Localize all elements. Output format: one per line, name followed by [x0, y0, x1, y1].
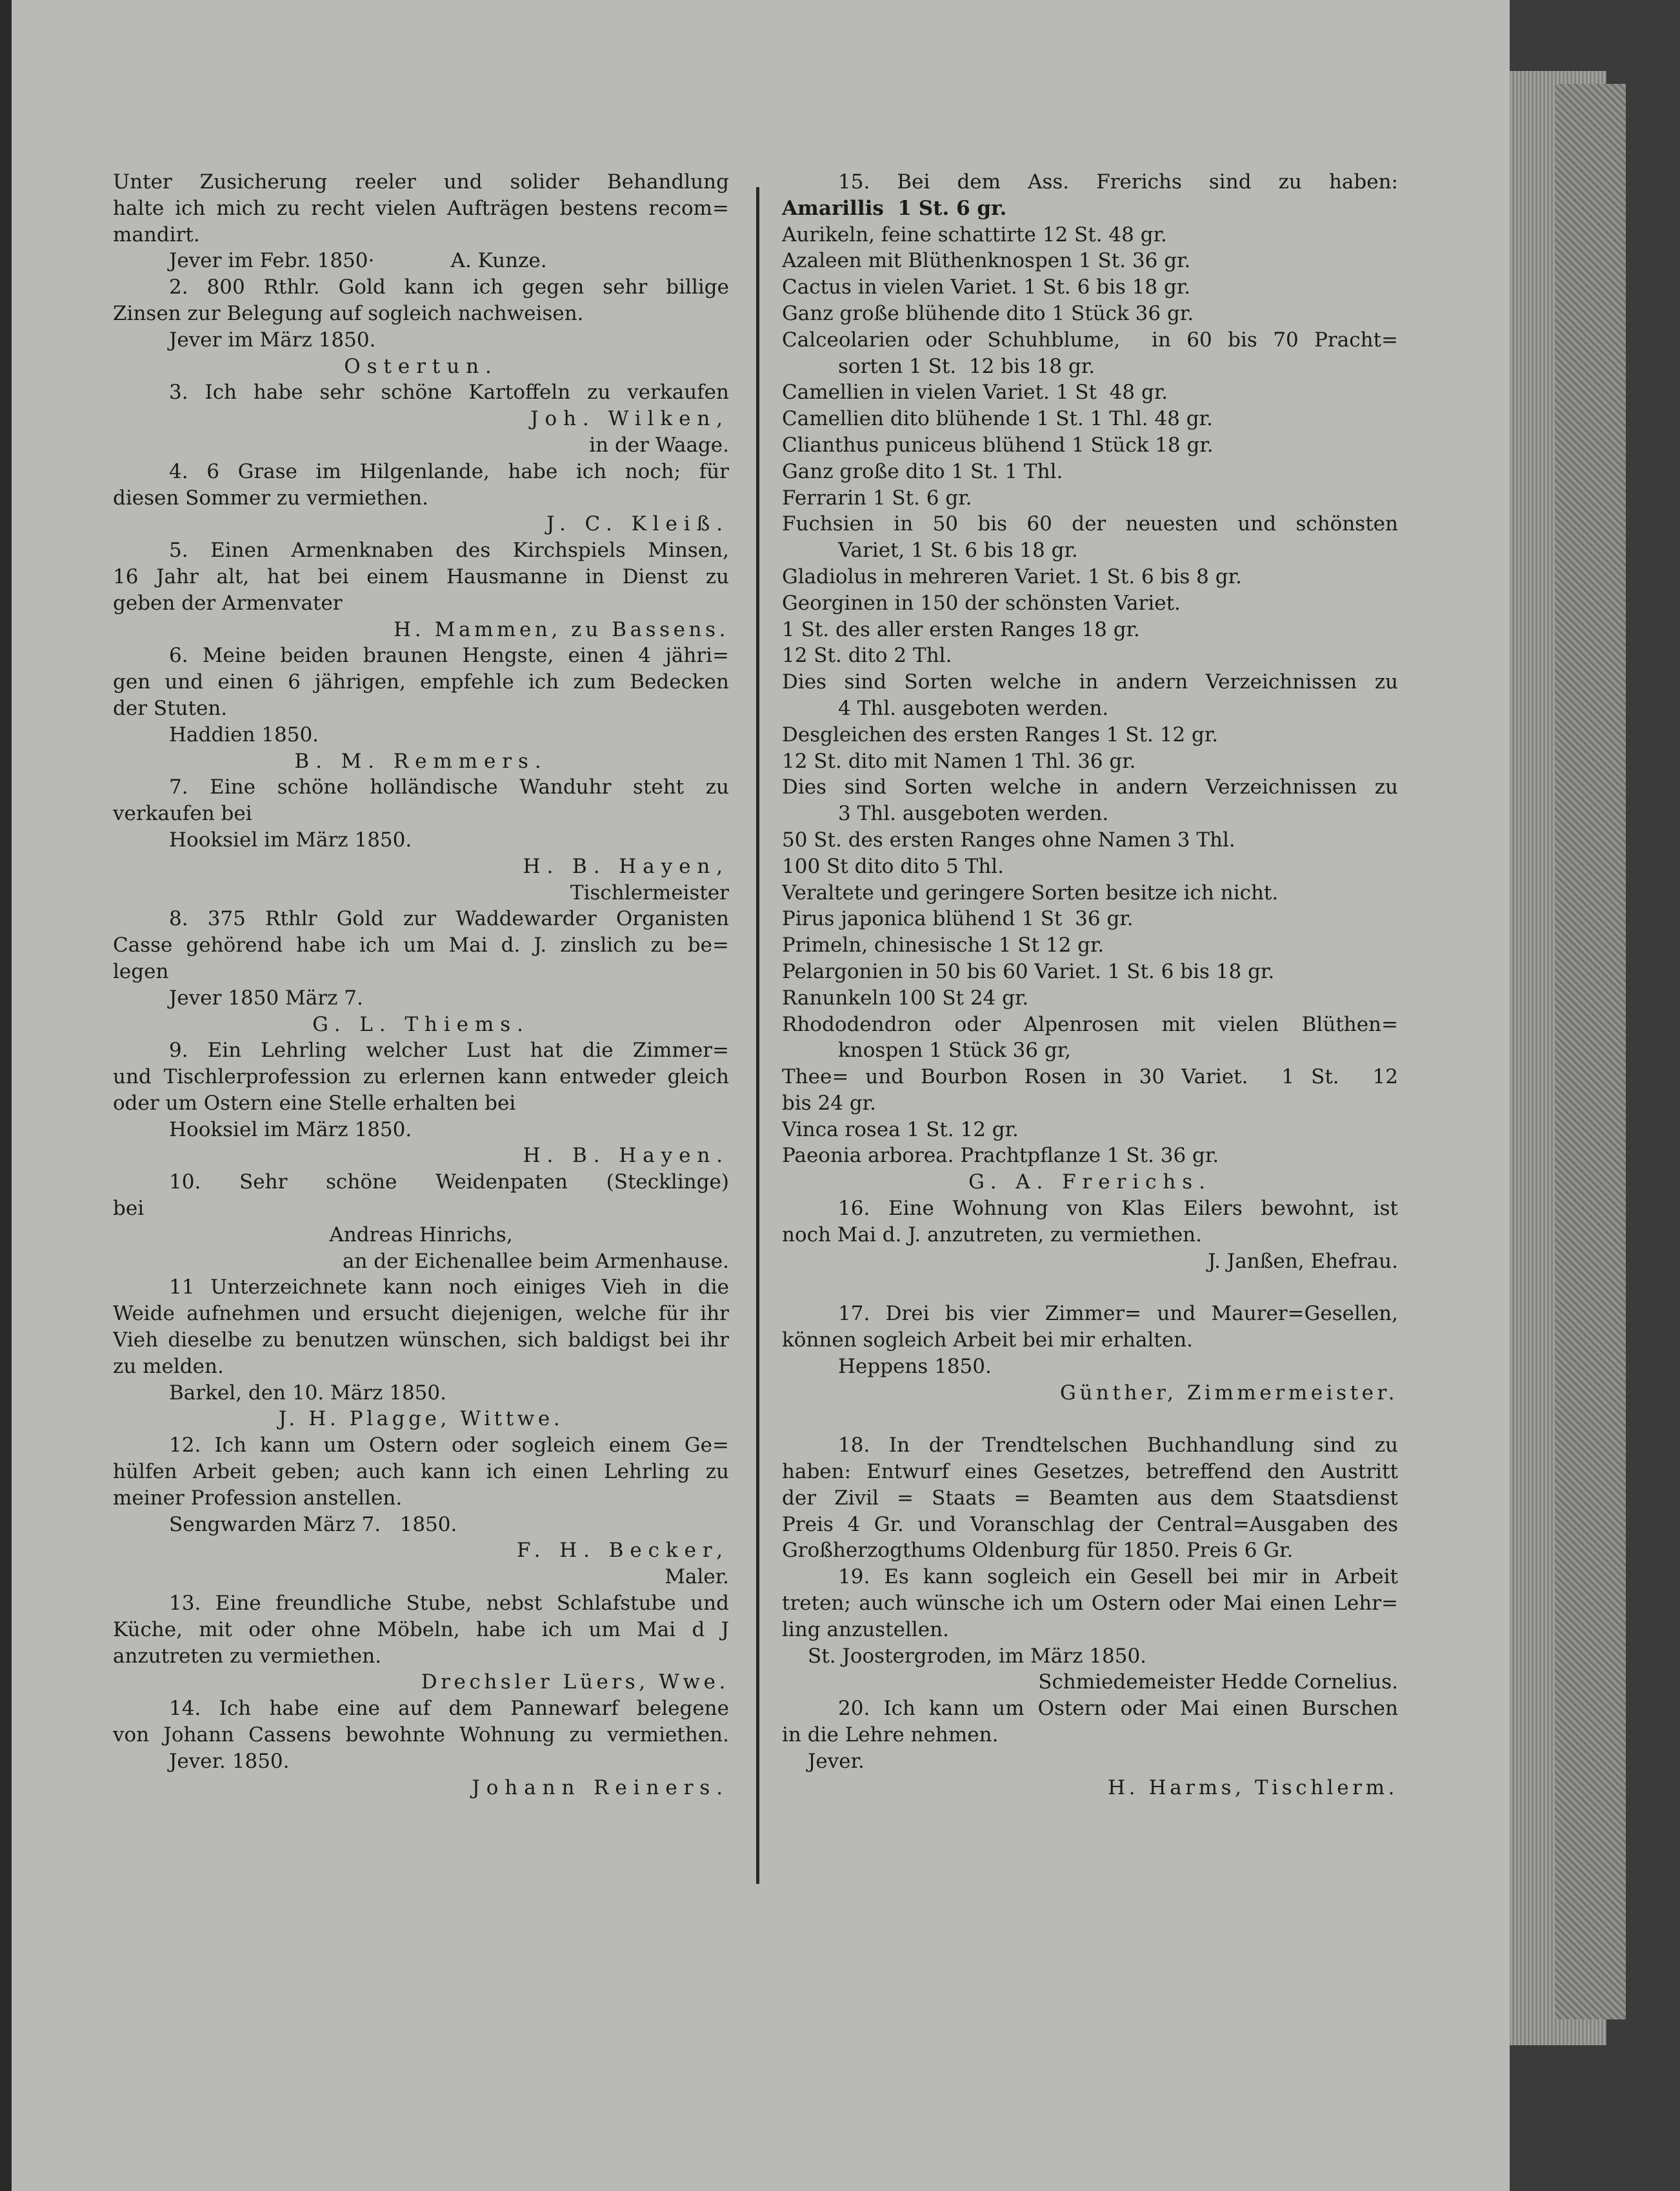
right-column-line: Azaleen mit Blüthenknospen 1 St. 36 gr. — [782, 249, 1191, 273]
left-column-line: 13. Eine freundliche Stube, nebst Schlafstube und — [169, 1592, 729, 1616]
right-column-line: Jever. — [808, 1749, 865, 1773]
right-column-line: ling anzustellen. — [782, 1617, 949, 1641]
left-column-line: Sengwarden März 7. 1850. — [169, 1512, 457, 1536]
right-column-line: der Zivil = Staats = Beamten aus dem Staatsdienst — [782, 1486, 1398, 1510]
left-column-line: legen — [113, 959, 169, 983]
right-column-line: Clianthus puniceus blühend 1 Stück 18 gr. — [782, 433, 1214, 457]
right-column-line: Veraltete und geringere Sorten besitze ich nicht. — [782, 881, 1279, 905]
left-column-line: 6. Meine beiden braunen Hengste, einen 4 jähri= — [169, 644, 729, 668]
left-column-line: Tischlermeister — [570, 881, 729, 905]
right-column-line: sorten 1 St. 12 bis 18 gr. — [838, 354, 1095, 378]
left-column-line: Hooksiel im März 1850. — [169, 1117, 412, 1141]
right-column-line: haben: Entwurf eines Gesetzes, betreffend den Austritt — [782, 1460, 1398, 1484]
book-cover-edge — [1555, 84, 1626, 2019]
right-column-line: 19. Es kann sogleich ein Gesell bei mir in Arbeit — [838, 1565, 1398, 1589]
right-column-line: Ferrarin 1 St. 6 gr. — [782, 486, 972, 510]
left-column-line: Zinsen zur Belegung auf sogleich nachweisen. — [113, 301, 584, 325]
right-column-line: Desgleichen des ersten Ranges 1 St. 12 gr. — [782, 723, 1219, 746]
right-column-line: Rhododendron oder Alpenrosen mit vielen Blüthen= — [782, 1012, 1398, 1036]
right-column-line: Camellien dito blühende 1 St. 1 Thl. 48 gr. — [782, 407, 1213, 431]
left-column-line: F. H. Becker, — [517, 1539, 729, 1563]
left-column-line: an der Eichenallee beim Armenhause. — [343, 1249, 729, 1273]
left-column-line: J. C. Kleiß. — [546, 512, 729, 536]
left-column-line: H. Mammen, zu Bassens. — [394, 617, 729, 641]
right-column-line: Paeonia arborea. Prachtpflanze 1 St. 36 gr. — [782, 1144, 1219, 1168]
left-column-line: Johann Reiners. — [472, 1776, 729, 1799]
left-column-line: 8. 375 Rthlr Gold zur Waddewarder Organisten — [169, 907, 729, 931]
right-column-line: Schmiedemeister Hedde Cornelius. — [1038, 1670, 1398, 1694]
right-column-line: Camellien in vielen Variet. 1 St 48 gr. — [782, 381, 1168, 405]
left-column-line: mandirt. — [113, 223, 200, 246]
left-column-line: G. L. Thiems. — [312, 1012, 530, 1036]
left-column-line: 16 Jahr alt, hat bei einem Hausmanne in Dienst zu — [113, 565, 729, 588]
left-column-line: H. B. Hayen, — [523, 854, 729, 878]
left-column-line: verkaufen bei — [113, 802, 252, 826]
column-rule — [756, 187, 759, 1884]
right-column-line: Dies sind Sorten welche in andern Verzeichnissen zu — [782, 775, 1398, 799]
left-column-line: J. H. Plagge, Wittwe. — [278, 1407, 564, 1431]
left-column-line: 2. 800 Rthlr. Gold kann ich gegen sehr billige — [169, 275, 729, 299]
right-column-line: 16. Eine Wohnung von Klas Eilers bewohnt, ist — [838, 1197, 1398, 1221]
right-column-line: 50 St. des ersten Ranges ohne Namen 3 Thl. — [782, 828, 1235, 852]
right-column-line: Gladiolus in mehreren Variet. 1 St. 6 bis 8 gr. — [782, 565, 1242, 588]
left-column-line: Jever. 1850. — [169, 1749, 290, 1773]
left-column-line: 14. Ich habe eine auf dem Pannewarf belegene — [169, 1697, 729, 1721]
left-column-line: Weide aufnehmen und ersucht diejenigen, welche für ihr — [113, 1302, 729, 1326]
left-column-line: Vieh dieselbe zu benutzen wünschen, sich baldigst bei ihr — [113, 1328, 729, 1352]
right-column-line: treten; auch wünsche ich um Ostern oder Mai einen Lehr= — [782, 1592, 1398, 1616]
right-column-line: Ranunkeln 100 St 24 gr. — [782, 986, 1029, 1010]
left-column-line: bei — [113, 1197, 145, 1221]
right-column-line: Pelargonien in 50 bis 60 Variet. 1 St. 6 bis 18 gr. — [782, 959, 1275, 983]
left-column-line: Ostertun. — [344, 354, 498, 378]
right-column-line: 15. Bei dem Ass. Frerichs sind zu haben: — [838, 170, 1398, 194]
right-column-line: Thee= und Bourbon Rosen in 30 Variet. 1 St. 12 — [782, 1065, 1398, 1089]
left-column-line: Maler. — [665, 1565, 729, 1589]
left-column-line: von Johann Cassens bewohnte Wohnung zu vermiethen. — [113, 1723, 729, 1747]
left-column-line: 3. Ich habe sehr schöne Kartoffeln zu verkaufen — [169, 381, 729, 405]
left-column-line: 10. Sehr schöne Weidenpaten (Stecklinge) — [169, 1170, 729, 1194]
right-column-line: Vinca rosea 1 St. 12 gr. — [782, 1117, 1019, 1141]
right-column-line: Pirus japonica blühend 1 St 36 gr. — [782, 907, 1134, 931]
left-column-line: Unter Zusicherung reeler und solider Behandlung — [113, 170, 729, 194]
left-column-line: 12. Ich kann um Ostern oder sogleich einem Ge= — [169, 1434, 729, 1457]
left-column-line: oder um Ostern eine Stelle erhalten bei — [113, 1091, 516, 1115]
right-column-line: G. A. Frerichs. — [968, 1170, 1212, 1194]
right-column-line: bis 24 gr. — [782, 1091, 876, 1115]
right-column-line: in die Lehre nehmen. — [782, 1723, 999, 1747]
left-column-line: 11 Unterzeichnete kann noch einiges Vieh in die — [169, 1276, 729, 1299]
right-column — [782, 169, 1398, 1801]
left-column-line: Andreas Hinrichs, — [329, 1223, 513, 1246]
left-column-line: zu melden. — [113, 1354, 224, 1378]
left-column-line: geben der Armenvater — [113, 591, 343, 615]
right-column-line: knospen 1 Stück 36 gr, — [838, 1039, 1071, 1063]
left-column-line: Jever im Febr. 1850· A. Kunze. — [169, 249, 547, 273]
right-column-line: Fuchsien in 50 bis 60 der neuesten und schönsten — [782, 512, 1398, 536]
right-column-line: können sogleich Arbeit bei mir erhalten. — [782, 1328, 1194, 1352]
right-column-line: 12 St. dito mit Namen 1 Thl. 36 gr. — [782, 749, 1136, 773]
right-column-line: H. Harms, Tischlerm. — [1108, 1776, 1398, 1799]
left-column-line: gen und einen 6 jährigen, empfehle ich zum Bedecken — [113, 670, 729, 694]
right-column-line: noch Mai d. J. anzutreten, zu vermiethen. — [782, 1223, 1202, 1246]
right-column-line: 1 St. des aller ersten Ranges 18 gr. — [782, 617, 1140, 641]
book-gutter — [0, 0, 12, 2191]
right-column-line: Amarillis 1 St. 6 gr. — [782, 196, 1007, 220]
left-column-line: in der Waage. — [589, 433, 729, 457]
right-column-line: J. Janßen, Ehefrau. — [1208, 1249, 1398, 1273]
left-column-line: halte ich mich zu recht vielen Aufträgen bestens recom= — [113, 196, 729, 220]
left-column-line: hülfen Arbeit geben; auch kann ich einen Lehrling zu — [113, 1460, 729, 1484]
left-column-line: Hooksiel im März 1850. — [169, 828, 412, 852]
left-column-line: 5. Einen Armenknaben des Kirchspiels Minsen, — [169, 539, 729, 563]
left-column-line: Drechsler Lüers, Wwe. — [421, 1670, 729, 1694]
left-column-line: 4. 6 Grase im Hilgenlande, habe ich noch; für — [169, 459, 729, 483]
left-column-line: 9. Ein Lehrling welcher Lust hat die Zimmer= — [169, 1039, 729, 1063]
right-column-line: 3 Thl. ausgeboten werden. — [838, 802, 1109, 826]
left-column-line: 7. Eine schöne holländische Wanduhr steht zu — [169, 775, 729, 799]
right-column-line: Cactus in vielen Variet. 1 St. 6 bis 18 gr. — [782, 275, 1191, 299]
left-column-line: der Stuten. — [113, 696, 228, 720]
left-column-line: und Tischlerprofession zu erlernen kann entweder gleich — [113, 1065, 729, 1089]
right-column-line: Aurikeln, feine schattirte 12 St. 48 gr. — [782, 223, 1167, 246]
left-column-line: diesen Sommer zu vermiethen. — [113, 486, 428, 510]
right-column-line: Georginen in 150 der schönsten Variet. — [782, 591, 1181, 615]
right-column-line: Ganz große dito 1 St. 1 Thl. — [782, 459, 1063, 483]
right-column-line: St. Joostergroden, im März 1850. — [808, 1644, 1147, 1668]
left-column — [113, 169, 729, 1801]
right-column-line: Variet, 1 St. 6 bis 18 gr. — [838, 539, 1078, 563]
left-column-line: Barkel, den 10. März 1850. — [169, 1381, 446, 1405]
left-column-line: Casse gehörend habe ich um Mai d. J. zinslich zu be= — [113, 934, 729, 957]
left-column-line: H. B. Hayen. — [523, 1144, 729, 1168]
right-column-line: Calceolarien oder Schuhblume, in 60 bis 70 Pracht= — [782, 328, 1398, 352]
right-column-line: 100 St dito dito 5 Thl. — [782, 854, 1005, 878]
right-column-line: Heppens 1850. — [838, 1354, 992, 1378]
right-column-line: Großherzogthums Oldenburg für 1850. Preis 6 Gr. — [782, 1539, 1294, 1563]
left-column-line: Jever im März 1850. — [169, 328, 376, 352]
right-column-line: 12 St. dito 2 Thl. — [782, 644, 952, 668]
right-column-line: Ganz große blühende dito 1 Stück 36 gr. — [782, 301, 1194, 325]
right-column-line: Preis 4 Gr. und Voranschlag der Central=Ausgaben des — [782, 1512, 1398, 1536]
left-column-line: Haddien 1850. — [169, 723, 319, 746]
right-column-line: Primeln, chinesische 1 St 12 gr. — [782, 934, 1105, 957]
left-column-line: meiner Profession anstellen. — [113, 1486, 403, 1510]
left-column-line: B. M. Remmers. — [294, 749, 548, 773]
left-column-line: Jever 1850 März 7. — [169, 986, 363, 1010]
right-column-line: 4 Thl. ausgeboten werden. — [838, 696, 1109, 720]
right-column-line: 17. Drei bis vier Zimmer= und Maurer=Gesellen, — [838, 1302, 1398, 1326]
left-column-line: anzutreten zu vermiethen. — [113, 1644, 382, 1668]
right-column-line — [782, 1274, 1398, 1301]
left-column-line: Joh. Wilken, — [530, 407, 729, 431]
right-column-line: 20. Ich kann um Ostern oder Mai einen Burschen — [838, 1697, 1398, 1721]
left-column-line: Küche, mit oder ohne Möbeln, habe ich um Mai d J — [113, 1617, 729, 1641]
right-column-line: Günther, Zimmermeister. — [1060, 1381, 1398, 1405]
right-column-line — [782, 1406, 1398, 1432]
right-column-line: Dies sind Sorten welche in andern Verzeichnissen zu — [782, 670, 1398, 694]
right-column-line: 18. In der Trendtelschen Buchhandlung sind zu — [838, 1434, 1398, 1457]
